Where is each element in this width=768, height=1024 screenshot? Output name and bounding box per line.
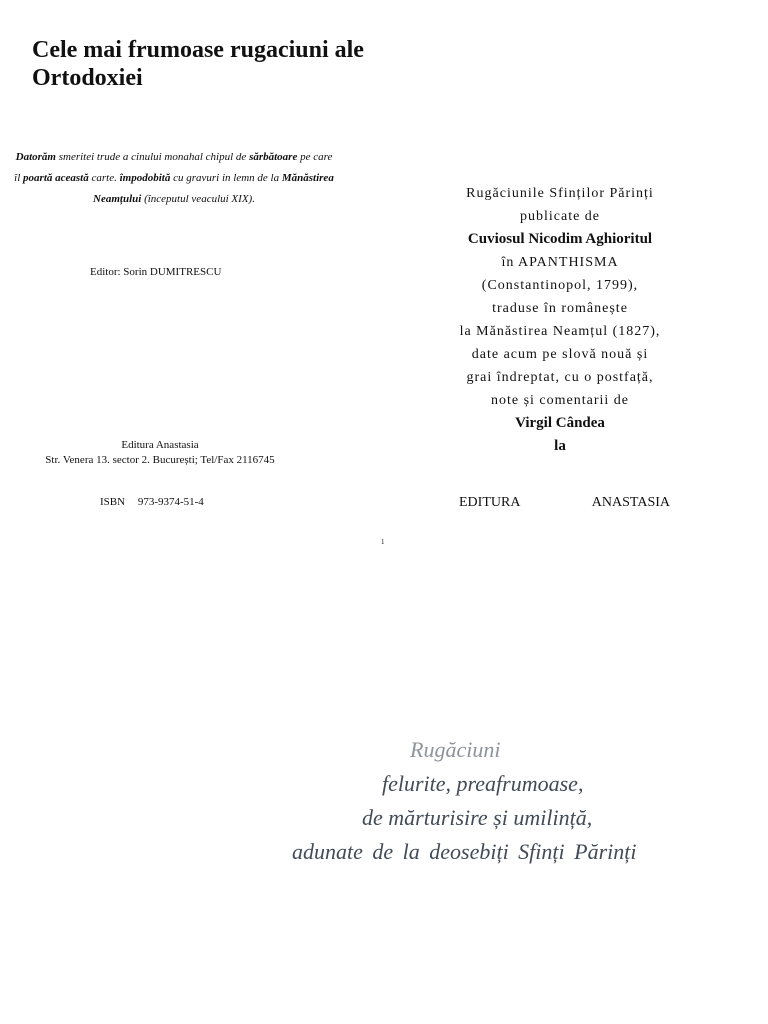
subtitle-line: adunate de la deosebiți Sfinți Părinți (292, 839, 637, 864)
book-title: Cele mai frumoase rugaciuni ale Ortodoxiei (32, 37, 364, 91)
title-line: note și comentarii de (490, 393, 630, 408)
dedication-part: împodobită (119, 172, 171, 184)
dedication-part: sărbătoare (249, 151, 298, 163)
dedication-part: poartă această (23, 172, 89, 184)
title-line: grai îndreptat, cu o postfață, (466, 370, 654, 385)
editor-credit: Editor: Sorin DUMITRESCU (90, 266, 222, 278)
title-line: publicate de (519, 209, 601, 224)
subtitle-line: Rugăciuni (410, 737, 501, 762)
title-line: la (554, 438, 566, 454)
dedication-part: Datorăm (15, 151, 56, 163)
isbn (100, 496, 204, 508)
publisher-info (20, 438, 300, 468)
imprint-word: EDITURA (459, 495, 521, 510)
isbn-value: 973-9374-51-4 (137, 496, 204, 508)
title-line-author: Cuviosul Nicodim Aghioritul (467, 231, 653, 247)
subtitle-line: de mărturisire și umilință, (362, 805, 593, 830)
isbn-label: ISBN (100, 496, 126, 508)
dedication-part: cu gravuri in lemn de la (170, 172, 282, 184)
dedication-part: (începutul veacului XIX). (141, 193, 255, 205)
publisher-imprint (459, 495, 670, 511)
dedication-text (14, 147, 334, 210)
publisher-name: Editura Anastasia (121, 439, 199, 451)
title-line: Rugăciunile Sfinților Părinți (466, 186, 654, 201)
title-line: date acum pe slovă nouă și (471, 347, 649, 362)
title-line-editor: Virgil Cândea (515, 415, 605, 431)
title-line: traduse în românește (492, 301, 628, 316)
dedication-part: Mănăstirea Neamțului (93, 172, 334, 205)
imprint-word: ANASTASIA (591, 495, 670, 510)
subtitle-line: felurite, preafrumoase, (382, 771, 584, 796)
title-line: (Constantinopol, 1799), (481, 278, 639, 293)
title-line: în APANTHISMA (501, 255, 619, 270)
subtitle-block (260, 733, 740, 869)
title-line: la Mănăstirea Neamțul (1827), (459, 324, 661, 339)
title-page-block (410, 182, 710, 458)
dedication-part: smeritei trude a cinului monahal chipul de (55, 151, 250, 163)
publisher-address: Str. Venera 13. sector 2. București; Tel/Fax 2116745 (45, 454, 275, 466)
dedication-part: pe care îl (14, 151, 333, 184)
dedication-part: carte. (88, 172, 120, 184)
page-number: 1 (381, 538, 385, 546)
